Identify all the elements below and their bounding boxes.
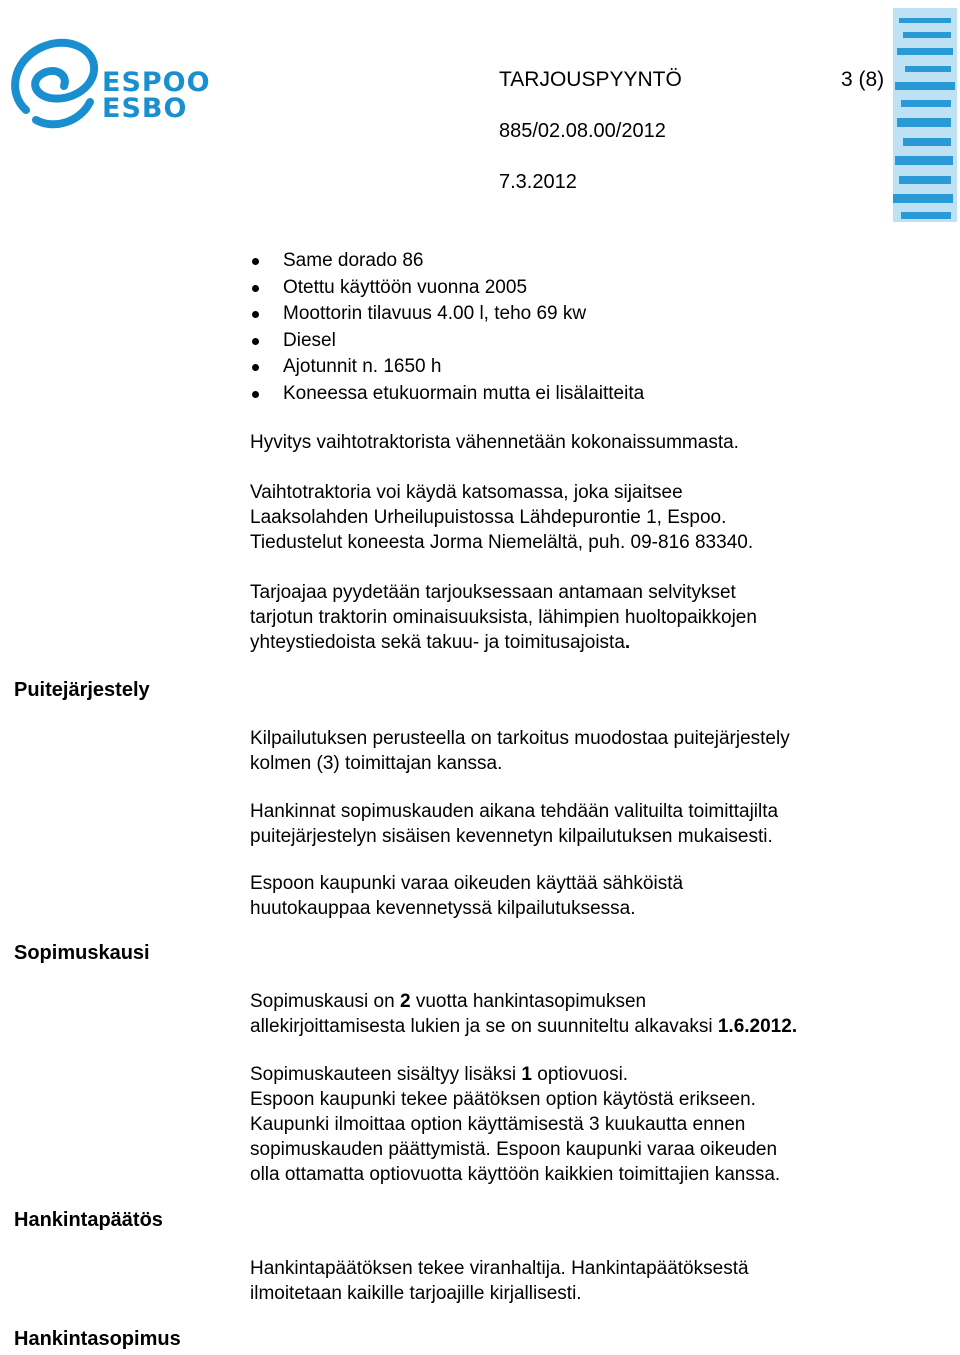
viewing-paragraph (250, 480, 753, 555)
paragraph-line: Laaksolahden Urheilupuistossa Lähdepurontie 1, Espoo. (250, 507, 727, 528)
list-item: Same dorado 86 (250, 248, 644, 275)
paragraph-line: Sopimuskausi on 2 vuotta hankintasopimuksen (250, 991, 647, 1012)
paragraph-line: Kilpailutuksen perusteella on tarkoitus muodostaa puitejärjestely (250, 728, 790, 749)
paragraph-line: ilmoitetaan kaikille tarjoajille kirjallisesti. (250, 1283, 582, 1304)
page-number: 3 (8) (841, 68, 885, 91)
paragraph-line: allekirjoittamisesta lukien ja se on suunniteltu alkavaksi 1.6.2012. (250, 1016, 798, 1037)
decision-paragraph (250, 1256, 749, 1306)
paragraph-line: sopimuskauden päättymistä. Espoon kaupunki varaa oikeuden (250, 1139, 778, 1160)
list-item: Moottorin tilavuus 4.00 l, teho 69 kw (250, 301, 644, 328)
paragraph-line: Sopimuskauteen sisältyy lisäksi 1 optiovuosi. (250, 1064, 629, 1085)
framework-paragraph (250, 726, 790, 776)
paragraph-line: Espoon kaupunki tekee päätöksen option käytöstä erikseen. (250, 1089, 756, 1110)
paragraph-line: Kaupunki ilmoittaa option käyttämisestä 3 kuukautta ennen (250, 1114, 746, 1135)
paragraph-line: Espoon kaupunki varaa oikeuden käyttää sähköistä (250, 873, 684, 894)
tractor-spec-list (250, 248, 644, 407)
paragraph-line: huutokauppaa kevennetyssä kilpailutuksessa. (250, 898, 636, 919)
option-year-paragraph (250, 1062, 780, 1187)
heading-sopimuskausi: Sopimuskausi (14, 942, 150, 964)
heading-hankintasopimus: Hankintasopimus (14, 1328, 181, 1350)
logo-line-espoo: ESPOO (102, 67, 211, 98)
paragraph-line: Hyvitys vaihtotraktorista vähennetään kokonaissummasta. (250, 432, 739, 453)
paragraph-line: Hankinnat sopimuskauden aikana tehdään valituilta toimittajilta (250, 801, 779, 822)
paragraph-line: tarjotun traktorin ominaisuuksista, lähimpien huoltopaikkojen (250, 607, 757, 628)
espoo-logo (6, 36, 211, 136)
logo-line-esbo: ESBO (102, 93, 188, 124)
document-date: 7.3.2012 (499, 171, 577, 193)
espoo-ring-logo-icon (6, 36, 102, 136)
paragraph-line: Hankintapäätöksen tekee viranhaltija. Hankintapäätöksestä (250, 1258, 749, 1279)
paragraph-line: Tarjoajaa pyydetään tarjouksessaan antamaan selvitykset (250, 582, 736, 603)
paragraph-line: puitejärjestelyn sisäisen kevennetyn kilpailutuksen mukaisesti. (250, 826, 773, 847)
auction-paragraph (250, 871, 683, 921)
decorative-stripes (893, 8, 957, 222)
procurement-paragraph (250, 799, 778, 849)
bidder-request-paragraph (250, 580, 757, 655)
paragraph-line: Tiedustelut koneesta Jorma Niemelältä, puh. 09-816 83340. (250, 532, 754, 553)
paragraph-line: kolmen (3) toimittajan kanssa. (250, 753, 503, 774)
paragraph-line: yhteystiedoista sekä takuu- ja toimitusajoista. (250, 632, 631, 653)
trade-in-paragraph (250, 430, 739, 455)
list-item: Koneessa etukuormain mutta ei lisälaitteita (250, 381, 644, 408)
heading-hankintapaatos: Hankintapäätös (14, 1209, 163, 1231)
heading-puitejarjestely: Puitejärjestely (14, 679, 150, 701)
contract-period-paragraph (250, 989, 797, 1039)
list-item: Ajotunnit n. 1650 h (250, 354, 644, 381)
list-item: Otettu käyttöön vuonna 2005 (250, 275, 644, 302)
paragraph-line: Vaihtotraktoria voi käydä katsomassa, joka sijaitsee (250, 482, 683, 503)
reference-number: 885/02.08.00/2012 (499, 120, 666, 142)
paragraph-line: olla ottamatta optiovuotta käyttöön kaikkien toimittajien kanssa. (250, 1164, 781, 1185)
doc-type: TARJOUSPYYNTÖ (499, 68, 682, 91)
list-item: Diesel (250, 328, 644, 355)
